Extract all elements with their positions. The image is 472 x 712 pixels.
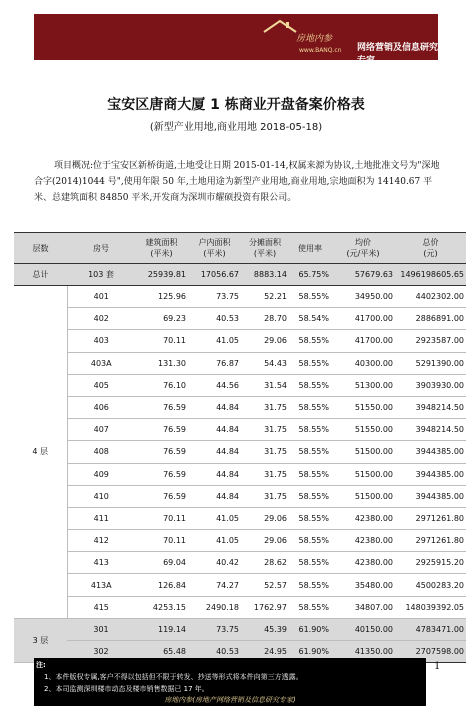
room-number-cell: 412: [67, 530, 135, 552]
header-banner: [34, 14, 439, 66]
build-area-cell: 76.10: [135, 374, 188, 396]
share-area-cell: 31.75: [241, 419, 289, 441]
inner-area-cell: 40.42: [188, 552, 241, 574]
page-title: 宝安区唐商大厦 1 栋商业开盘备案价格表: [107, 97, 365, 113]
build-area-cell: 119.14: [135, 618, 188, 640]
header-inner-area-unit: (平米): [203, 249, 226, 258]
room-number-cell: 302: [67, 641, 135, 663]
share-area-cell: 28.70: [241, 308, 289, 330]
inner-area-cell: 44.84: [188, 463, 241, 485]
room-number-cell: 411: [67, 507, 135, 529]
table-row: [14, 352, 466, 374]
share-area-cell: 31.75: [241, 396, 289, 418]
room-number-cell: 409: [67, 463, 135, 485]
table-row: [14, 419, 466, 441]
header-share-area: [241, 233, 289, 264]
share-area-cell: 24.95: [241, 641, 289, 663]
table-row: [14, 463, 466, 485]
header-share-area-unit: (平米): [253, 249, 277, 258]
inner-area-cell: 74.27: [188, 574, 241, 596]
total-price-cell: 3944385.00: [395, 463, 466, 485]
usage-rate-cell: 58.55%: [289, 574, 331, 596]
build-area-cell: 69.04: [135, 552, 188, 574]
table-row: [14, 574, 466, 596]
unit-price-cell: 42380.00: [331, 552, 395, 574]
table-row: [14, 308, 466, 330]
table-row: [14, 507, 466, 529]
share-area-cell: 31.75: [241, 441, 289, 463]
usage-rate-cell: 58.55%: [289, 419, 331, 441]
table-row: [14, 441, 466, 463]
build-area-cell: 70.11: [135, 530, 188, 552]
usage-rate-cell: 61.90%: [289, 618, 331, 640]
usage-rate-cell: 58.55%: [289, 552, 331, 574]
room-number-cell: 413: [67, 552, 135, 574]
room-number-cell: 415: [67, 596, 135, 618]
inner-area-cell: 44.84: [188, 441, 241, 463]
usage-rate-cell: 58.55%: [289, 596, 331, 618]
total-price-cell: 3948214.50: [395, 419, 466, 441]
header-build-area-label: 建筑面积: [145, 238, 178, 247]
total-usage-rate: 65.75%: [289, 264, 331, 286]
build-area-cell: 125.96: [135, 286, 188, 308]
share-area-cell: 28.62: [241, 552, 289, 574]
unit-price-cell: 51550.00: [331, 396, 395, 418]
share-area-cell: 52.21: [241, 286, 289, 308]
inner-area-cell: 44.84: [188, 485, 241, 507]
total-unit-price: 57679.63: [331, 264, 395, 286]
table-row: [14, 330, 466, 352]
banner-tagline: 网络营销及信息研究专家: [357, 43, 439, 66]
build-area-cell: 4253.15: [135, 596, 188, 618]
unit-price-cell: 41700.00: [331, 308, 395, 330]
room-number-cell: 403A: [67, 352, 135, 374]
inner-area-cell: 73.75: [188, 286, 241, 308]
inner-area-cell: 76.87: [188, 352, 241, 374]
total-price-cell: 2707598.00: [395, 641, 466, 663]
table-row: [14, 286, 466, 308]
unit-price-cell: 42380.00: [331, 507, 395, 529]
unit-price-cell: 51500.00: [331, 441, 395, 463]
build-area-cell: 131.30: [135, 352, 188, 374]
footer-notes: [34, 658, 426, 706]
total-label: 总计: [14, 264, 67, 286]
build-area-cell: 126.84: [135, 574, 188, 596]
inner-area-cell: 40.53: [188, 641, 241, 663]
header-total-price: [395, 233, 466, 264]
total-price-cell: 4402302.00: [395, 286, 466, 308]
unit-price-cell: 51500.00: [331, 485, 395, 507]
total-price-cell: 2925915.20: [395, 552, 466, 574]
inner-area-cell: 44.56: [188, 374, 241, 396]
footer-brand: 房地内参(房地产网络营销及信息研究专家): [164, 696, 296, 704]
header-build-area: [135, 233, 188, 264]
total-build-area: 25939.81: [135, 264, 188, 286]
table-row: [14, 596, 466, 618]
total-price-cell: 4783471.00: [395, 618, 466, 640]
page-number: 1: [434, 661, 441, 672]
build-area-cell: 70.11: [135, 330, 188, 352]
build-area-cell: 76.59: [135, 485, 188, 507]
usage-rate-cell: 58.55%: [289, 286, 331, 308]
unit-price-cell: 42380.00: [331, 530, 395, 552]
header-usage-rate: 使用率: [289, 233, 331, 264]
footer-note-2: 2、本司监测深圳楼市动态及楼市销售数据已 17 年。: [44, 685, 209, 693]
inner-area-cell: 44.84: [188, 396, 241, 418]
usage-rate-cell: 58.55%: [289, 441, 331, 463]
usage-rate-cell: 61.90%: [289, 641, 331, 663]
table-row: [14, 485, 466, 507]
usage-rate-cell: 58.55%: [289, 463, 331, 485]
table-header-row: [14, 233, 466, 264]
table-row: [14, 530, 466, 552]
share-area-cell: 31.75: [241, 463, 289, 485]
table-row: [14, 618, 466, 640]
inner-area-cell: 41.05: [188, 507, 241, 529]
total-total-price: 1496198605.65: [395, 264, 466, 286]
unit-price-cell: 40150.00: [331, 618, 395, 640]
unit-price-cell: 35480.00: [331, 574, 395, 596]
room-number-cell: 407: [67, 419, 135, 441]
share-area-cell: 29.06: [241, 530, 289, 552]
build-area-cell: 76.59: [135, 419, 188, 441]
room-number-cell: 406: [67, 396, 135, 418]
table-row: [14, 374, 466, 396]
total-price-cell: 3944385.00: [395, 441, 466, 463]
header-share-area-label: 分摊面积: [249, 238, 281, 247]
total-price-cell: 2923587.00: [395, 330, 466, 352]
inner-area-cell: 41.05: [188, 530, 241, 552]
usage-rate-cell: 58.55%: [289, 530, 331, 552]
total-price-cell: 4500283.20: [395, 574, 466, 596]
share-area-cell: 52.57: [241, 574, 289, 596]
header-unit-price-unit: (元/平米): [346, 249, 380, 258]
unit-price-cell: 34807.00: [331, 596, 395, 618]
banner-url: www.BANQ.cn: [299, 47, 342, 54]
share-area-cell: 1762.97: [241, 596, 289, 618]
build-area-cell: 65.48: [135, 641, 188, 663]
table-row: [14, 552, 466, 574]
house-logo-icon: [260, 18, 300, 40]
usage-rate-cell: 58.55%: [289, 507, 331, 529]
unit-price-cell: 41700.00: [331, 330, 395, 352]
room-number-cell: 402: [67, 308, 135, 330]
total-price-cell: 2886891.00: [395, 308, 466, 330]
total-price-cell: 5291390.00: [395, 352, 466, 374]
unit-price-cell: 51500.00: [331, 463, 395, 485]
unit-price-cell: 34950.00: [331, 286, 395, 308]
total-price-cell: 2971261.80: [395, 530, 466, 552]
total-share-area: 8883.14: [241, 264, 289, 286]
room-number-cell: 408: [67, 441, 135, 463]
page-subtitle: (新型产业用地,商业用地 2018-05-18): [149, 122, 323, 133]
share-area-cell: 31.75: [241, 485, 289, 507]
share-area-cell: 54.43: [241, 352, 289, 374]
banner-brand: 房地内参: [296, 34, 333, 44]
total-price-cell: 3903930.00: [395, 374, 466, 396]
header-floor: 层数: [14, 233, 67, 264]
header-unit-price: [331, 233, 395, 264]
share-area-cell: 29.06: [241, 507, 289, 529]
header-build-area-unit: (平米): [150, 249, 173, 258]
total-price-cell: 3948214.50: [395, 396, 466, 418]
usage-rate-cell: 58.55%: [289, 330, 331, 352]
header-inner-area: [188, 233, 241, 264]
usage-rate-cell: 58.55%: [289, 352, 331, 374]
usage-rate-cell: 58.55%: [289, 485, 331, 507]
build-area-cell: 76.59: [135, 441, 188, 463]
share-area-cell: 45.39: [241, 618, 289, 640]
footer-note-label: 注:: [36, 661, 46, 669]
room-number-cell: 403: [67, 330, 135, 352]
floor-label: 3 层: [14, 618, 67, 662]
total-price-cell: 3944385.00: [395, 485, 466, 507]
unit-price-cell: 40300.00: [331, 352, 395, 374]
total-price-cell: 148039392.05: [395, 596, 466, 618]
room-number-cell: 301: [67, 618, 135, 640]
share-area-cell: 31.54: [241, 374, 289, 396]
inner-area-cell: 73.75: [188, 618, 241, 640]
build-area-cell: 70.11: [135, 507, 188, 529]
usage-rate-cell: 58.55%: [289, 374, 331, 396]
floor-label: 4 层: [14, 286, 67, 619]
table-row: [14, 396, 466, 418]
total-price-cell: 2971261.80: [395, 507, 466, 529]
usage-rate-cell: 58.55%: [289, 396, 331, 418]
header-total-price-label: 总价: [422, 238, 439, 247]
inner-area-cell: 2490.18: [188, 596, 241, 618]
build-area-cell: 76.59: [135, 463, 188, 485]
build-area-cell: 76.59: [135, 396, 188, 418]
build-area-cell: 69.23: [135, 308, 188, 330]
share-area-cell: 29.06: [241, 330, 289, 352]
project-overview: 项目概况:位于宝安区新桥街道,土地受让日期 2015-01-14,权属来源为协议,土地批准文号为"深地合字(2014)1044 号",使用年限 50 年,土地用途为新型产业用地,商业用地,宗地面积为 14140.67 平米、总建筑面积 84850 平米,开发商为深圳市耀硕投资有限公司。: [34, 161, 440, 203]
header-inner-area-label: 户内面积: [198, 238, 231, 247]
inner-area-cell: 41.05: [188, 330, 241, 352]
total-room-count: 103 套: [67, 264, 135, 286]
room-number-cell: 410: [67, 485, 135, 507]
header-unit-price-label: 均价: [355, 238, 371, 247]
footer-note-1: 1、本件版权专属,客户不得以包括但不限于转发、抄送等形式将本件向第三方透露。: [44, 673, 303, 681]
room-number-cell: 405: [67, 374, 135, 396]
unit-price-cell: 41350.00: [331, 641, 395, 663]
inner-area-cell: 44.84: [188, 419, 241, 441]
unit-price-cell: 51300.00: [331, 374, 395, 396]
room-number-cell: 401: [67, 286, 135, 308]
header-total-price-unit: (元): [423, 249, 438, 258]
unit-price-cell: 51550.00: [331, 419, 395, 441]
inner-area-cell: 40.53: [188, 308, 241, 330]
usage-rate-cell: 58.54%: [289, 308, 331, 330]
price-table: [14, 232, 466, 663]
total-row: [14, 264, 466, 286]
room-number-cell: 413A: [67, 574, 135, 596]
header-room: 房号: [67, 233, 135, 264]
total-inner-area: 17056.67: [188, 264, 241, 286]
